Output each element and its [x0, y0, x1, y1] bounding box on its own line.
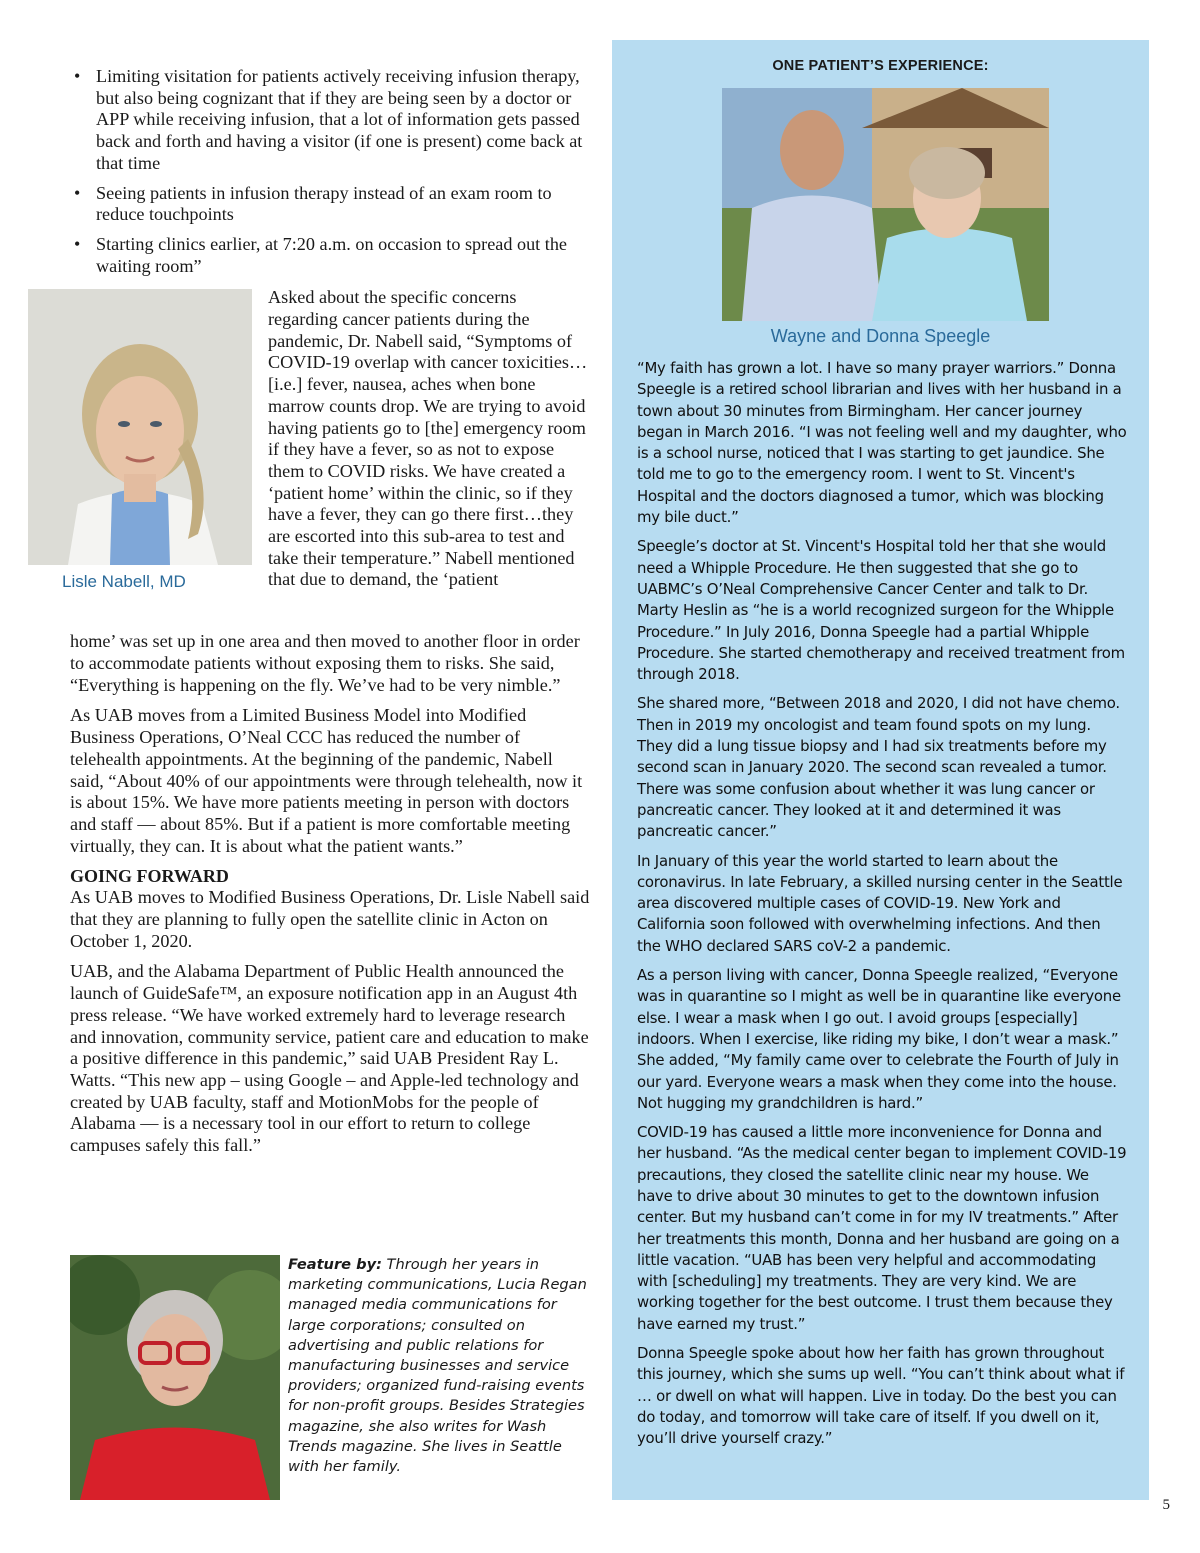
going-forward-heading: GOING FORWARD: [70, 866, 229, 887]
nabell-paragraph: Asked about the specific concerns regarding cancer patients during the pandemic, Dr. Nabell said, “Symptoms of COVID-19 overlap with cancer toxicities…[i.e.] fever, nausea, aches when bone marrow counts drop. We are trying to avoid having patients go to [the] emergency room if they have a fever, so as not to expose them to COVID risks. We have created a ‘patient home’ within the clinic, so if they have a fever, they can go there first…they are escorted into this sub-area to test and take their temperature.” Nabell mentioned that due to demand, the ‘patient: [268, 287, 588, 590]
feature-bio-text: Through her years in marketing communications, Lucia Regan managed media communications for large corporations; consulted on advertising and public relations for manufacturing businesses and service providers; organized fund-raising events for non-profit groups. Besides Strategies magazine, she also writes for Wash Trends magazine. She lives in Seattle with her family.: [288, 1256, 587, 1476]
bullet-list: [70, 66, 590, 277]
sidebar-paragraph: Donna Speegle spoke about how her faith has grown throughout this journey, which she sums up well. “You can’t think about what if … or dwell on what will happen. Live in today. Do the best you can do today, and tomorrow will take care of itself. If you dwell on it, you’ll drive yourself crazy.”: [637, 1344, 1125, 1448]
patient-experience-sidebar: [612, 40, 1149, 1500]
speegle-caption: Wayne and Donna Speegle: [770, 326, 991, 346]
nabell-photo: [28, 289, 252, 565]
portrait-illustration: [70, 1255, 280, 1500]
speegle-photo: [722, 88, 1049, 321]
nabell-section: [62, 287, 590, 631]
sidebar-body: [637, 358, 1127, 1458]
list-item: • Starting clinics earlier, at 7:20 a.m. on occasion to spread out the waiting room”: [70, 234, 590, 277]
nabell-caption: Lisle Nabell, MD: [62, 572, 186, 592]
sidebar-paragraph: She shared more, “Between 2018 and 2020, I did not have chemo. Then in 2019 my oncologist and team found spots on my lung. They did a lung tissue biopsy and I had six treatments before my second scan in January 2020. The second scan revealed a tumor. There was some confusion about whether it was lung cancer or pancreatic cancer. They looked at it and determined it was pancreatic cancer.”: [637, 694, 1120, 841]
guidesafe-paragraph: UAB, and the Alabama Department of Public Health announced the launch of GuideSafe™, an exposure notification app in an August 4th press release. “We have worked extremely hard to leverage research and innovation, community service, patient care and education to make a positive difference in this pandemic,” said UAB President Ray L. Watts. “This new app – using Google – and Apple-led technology and created by UAB faculty, staff and MotionMobs for the people of Alabama — is a necessary tool in our effort to return to college campuses safely this fall.”: [70, 961, 589, 1156]
feature-bio: [288, 1255, 588, 1477]
sidebar-paragraph: COVID-19 has caused a little more inconvenience for Donna and her husband. “As the medical center began to implement COVID-19 precautions, they closed the satellite clinic near my house. We have to drive about 30 minutes to get to the downtown infusion center. But my husband can’t come in for my IV treatments.” After her treatments this month, Donna and her husband are going on a little vacation. “UAB has been very helpful and accommodating with [scheduling] my treatments. They are very kind. We are working together for the best outcome. I trust them because they have earned my trust.”: [637, 1123, 1127, 1333]
sidebar-paragraph: In January of this year the world started to learn about the coronavirus. In late February, a skilled nursing center in the Seattle area discovered multiple cases of COVID-19. New York and California soon followed with overwhelming infections. And then the WHO declared SARS coV-2 a pandemic.: [637, 851, 1123, 955]
telehealth-paragraph: As UAB moves from a Limited Business Model into Modified Business Operations, O’Neal CCC has reduced the number of telehealth appointments. At the beginning of the pandemic, Nabell said, “About 40% of our appointments were through telehealth, now it is about 15%. We have more patients meeting in person with doctors and staff — about 85%. But if a patient is more comfortable meeting virtually, they can. It is about what the patient wants.”: [70, 705, 583, 856]
feature-author-box: [70, 1255, 590, 1505]
couple-photo-illustration: [722, 88, 1049, 321]
page-number: 5: [1162, 1497, 1170, 1513]
list-item: • Seeing patients in infusion therapy instead of an exam room to reduce touchpoints: [70, 183, 590, 226]
feature-label: Feature by:: [288, 1256, 382, 1273]
sidebar-paragraph: As a person living with cancer, Donna Speegle realized, “Everyone was in quarantine so I might as well be in quarantine like everyone else. I wear a mask when I go out. I avoid groups [especially] indoors. When I exercise, like riding my bike, I don’t wear a mask.” She added, “My family came over to celebrate the Fourth of July in our yard. Everyone wears a mask when they come into the house. Not hugging my grandchildren is hard.”: [637, 966, 1121, 1112]
regan-photo: [70, 1255, 280, 1500]
portrait-illustration: [28, 289, 252, 565]
list-item: • Limiting visitation for patients actively receiving infusion therapy, but also being cognizant that if they are being seen by a doctor or APP while receiving infusion, that a lot of information gets passed back and forth and having a visitor (if one is present) come back at that time: [70, 66, 590, 175]
sidebar-heading: ONE PATIENT’S EXPERIENCE:: [772, 58, 989, 74]
left-column: [62, 66, 590, 1166]
going-forward-paragraph: As UAB moves to Modified Business Operations, Dr. Lisle Nabell said that they are planning to fully open the satellite clinic in Acton on October 1, 2020.: [70, 887, 590, 951]
sidebar-paragraph: Speegle’s doctor at St. Vincent's Hospital told her that she would need a Whipple Procedure. He then suggested that she go to UABMC’s O’Neal Comprehensive Cancer Center and talk to Dr. Marty Heslin as “he is a world recognized surgeon for the Whipple Procedure.” In July 2016, Donna Speegle had a partial Whipple Procedure. She started chemotherapy and received treatment from through 2018.: [637, 537, 1125, 684]
nabell-paragraph-continued: home’ was set up in one area and then moved to another floor in order to accommodate patients without exposing them to risks. She said, “Everything is happening on the fly. We’ve had to be very nimble.”: [70, 631, 580, 695]
sidebar-paragraph: “My faith has grown a lot. I have so many prayer warriors.” Donna Speegle is a retired school librarian and lives with her husband in a town about 30 minutes from Birmingham. Her cancer journey began in March 2016. “I was not feeling well and my daughter, who is a school nurse, noticed that I was starting to get jaundice. She told me to go to the emergency room. I went to St. Vincent's Hospital and the doctors diagnosed a tumor, which was blocking my bile duct.”: [637, 359, 1127, 527]
